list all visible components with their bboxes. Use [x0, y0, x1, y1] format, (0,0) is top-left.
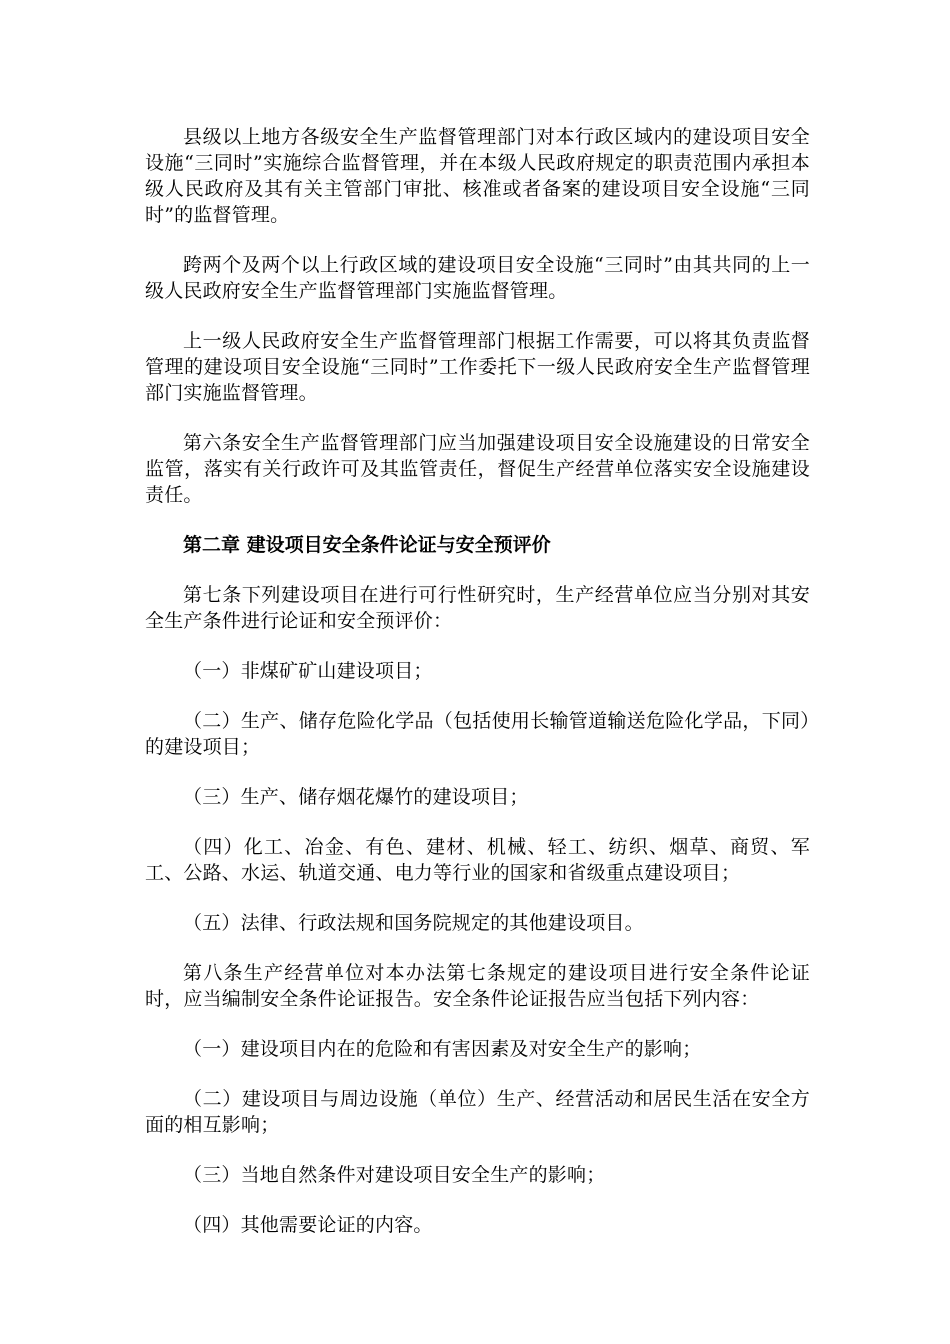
- article-8-intro: 第八条生产经营单位对本办法第七条规定的建设项目进行安全条件论证时，应当编制安全条件论证报告。安全条件论证报告应当包括下列内容：: [145, 962, 810, 1010]
- article-8-item: （二）建设项目与周边设施（单位）生产、经营活动和居民生活在安全方面的相互影响；: [145, 1088, 810, 1136]
- article-8-item: （三）当地自然条件对建设项目安全生产的影响；: [183, 1164, 606, 1186]
- paragraph-supervision-local: 县级以上地方各级安全生产监督管理部门对本行政区域内的建设项目安全设施“三同时”实施综合监督管理，并在本级人民政府规定的职责范围内承担本级人民政府及其有关主管部门审批、核准或者备案的建设项目安全设施“三同时”的监督管理。: [145, 126, 810, 226]
- article-7-intro: 第七条下列建设项目在进行可行性研究时，生产经营单位应当分别对其安全生产条件进行论证和安全预评价：: [145, 584, 810, 632]
- article-8-item: （四）其他需要论证的内容。: [183, 1214, 433, 1236]
- chapter-heading: 第二章 建设项目安全条件论证与安全预评价: [183, 534, 551, 556]
- article-7-item: （二）生产、储存危险化学品（包括使用长输管道输送危险化学品，下同）的建设项目；: [145, 710, 810, 758]
- paragraph-article-6: 第六条安全生产监督管理部门应当加强建设项目安全设施建设的日常安全监管，落实有关行政许可及其监管责任，督促生产经营单位落实安全设施建设责任。: [145, 432, 810, 506]
- article-8-item: （一）建设项目内在的危险和有害因素及对安全生产的影响；: [183, 1038, 702, 1060]
- article-7-item: （四）化工、冶金、有色、建材、机械、轻工、纺织、烟草、商贸、军工、公路、水运、轨道交通、电力等行业的国家和省级重点建设项目；: [145, 836, 810, 884]
- article-7-item: （五）法律、行政法规和国务院规定的其他建设项目。: [183, 912, 644, 934]
- article-7-item: （一）非煤矿矿山建设项目；: [183, 660, 433, 682]
- paragraph-delegation: 上一级人民政府安全生产监督管理部门根据工作需要，可以将其负责监督管理的建设项目安全设施“三同时”工作委托下一级人民政府安全生产监督管理部门实施监督管理。: [145, 330, 810, 404]
- article-7-item: （三）生产、储存烟花爆竹的建设项目；: [183, 786, 529, 808]
- document-page: [145, 124, 810, 1262]
- paragraph-cross-region: 跨两个及两个以上行政区域的建设项目安全设施“三同时”由其共同的上一级人民政府安全生产监督管理部门实施监督管理。: [145, 254, 810, 302]
